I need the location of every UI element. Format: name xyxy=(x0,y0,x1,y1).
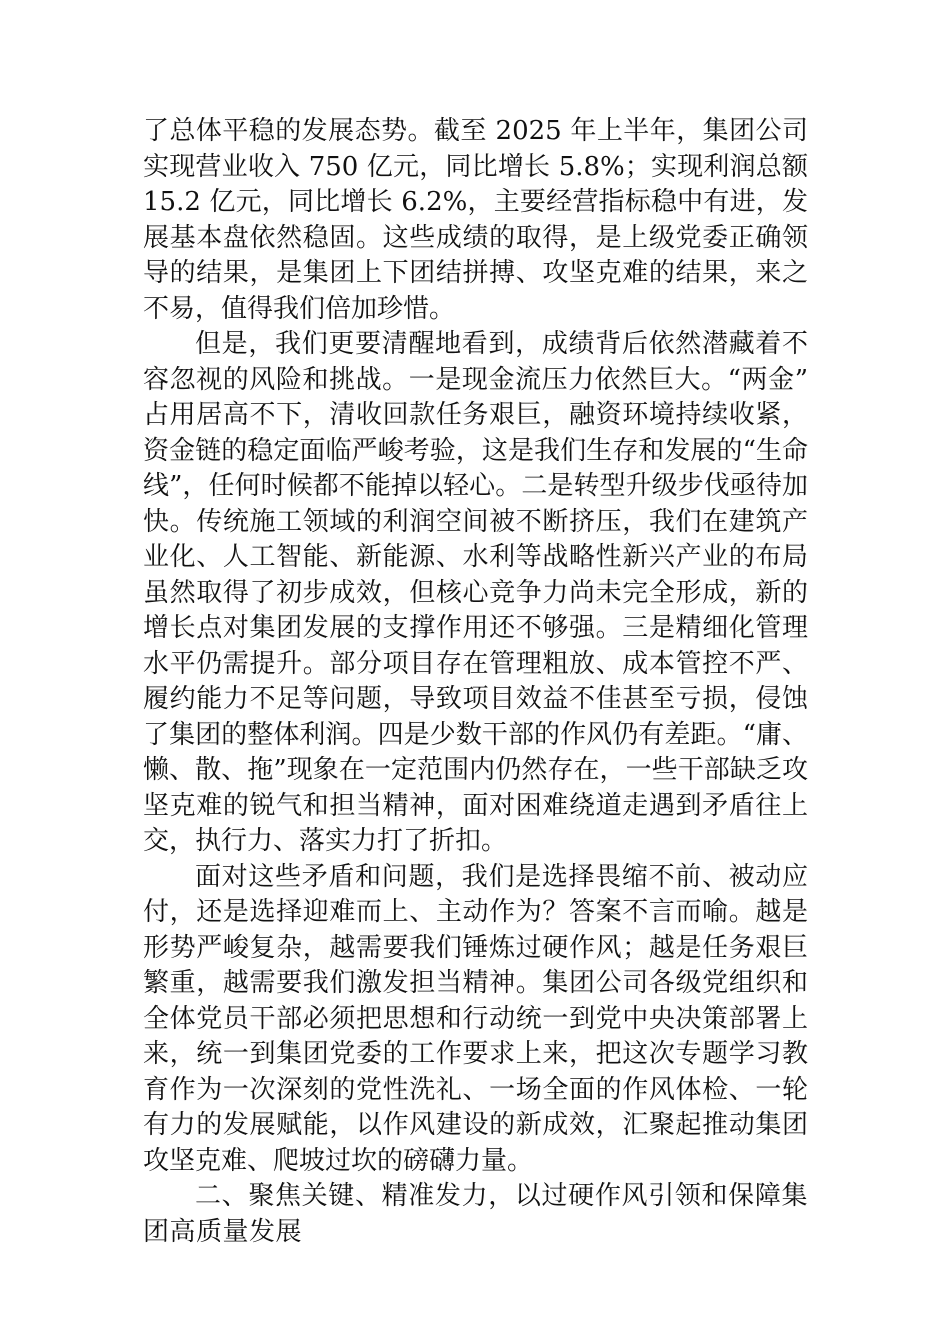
document-body xyxy=(143,114,808,1250)
paragraph-risks-challenges: 但是，我们更要清醒地看到，成绩背后依然潜藏着不容忽视的风险和挑战。一是现金流压力依然巨大。“两金”占用居高不下，清收回款任务艰巨，融资环境持续收紧，资金链的稳定面临严峻考验，这是我们生存和发展的“生命线”，任何时候都不能掉以轻心。二是转型升级步伐亟待加快。传统施工领域的利润空间被不断挤压，我们在建筑产业化、人工智能、新能源、水利等战略性新兴产业的布局虽然取得了初步成效，但核心竞争力尚未完全形成，新的增长点对集团发展的支撑作用还不够强。三是精细化管理水平仍需提升。部分项目存在管理粗放、成本管控不严、履约能力不足等问题，导致项目效益不佳甚至亏损，侵蚀了集团的整体利润。四是少数干部的作风仍有差距。“庸、懒、散、拖”现象在一定范围内仍然存在，一些干部缺乏攻坚克难的锐气和担当精神，面对困难绕道走遇到矛盾往上交，执行力、落实力打了折扣。 xyxy=(143,329,808,856)
paragraph-continuation: 了总体平稳的发展态势。截至 2025 年上半年，集团公司实现营业收入 750 亿元，同比增长 5.8%；实现利润总额 15.2 亿元，同比增长 6.2%，主要经营指标稳中有进，发展基本盘依然稳固。这些成绩的取得，是上级党委正确领导的结果，是集团上下团结拼搏、攻坚克难的结果，来之不易，值得我们倍加珍惜。 xyxy=(143,116,808,324)
section-heading: 二、聚焦关键、精准发力，以过硬作风引领和保障集团高质量发展 xyxy=(143,1181,808,1247)
paragraph-response: 面对这些矛盾和问题，我们是选择畏缩不前、被动应付，还是选择迎难而上、主动作为？答案不言而喻。越是形势严峻复杂，越需要我们锤炼过硬作风；越是任务艰巨繁重，越需要我们激发担当精神。集团公司各级党组织和全体党员干部必须把思想和行动统一到党中央决策部署上来，统一到集团党委的工作要求上来，把这次专题学习教育作为一次深刻的党性洗礼、一场全面的作风体检、一轮有力的发展赋能，以作风建设的新成效，汇聚起推动集团攻坚克难、爬坡过坎的磅礴力量。 xyxy=(143,861,808,1176)
